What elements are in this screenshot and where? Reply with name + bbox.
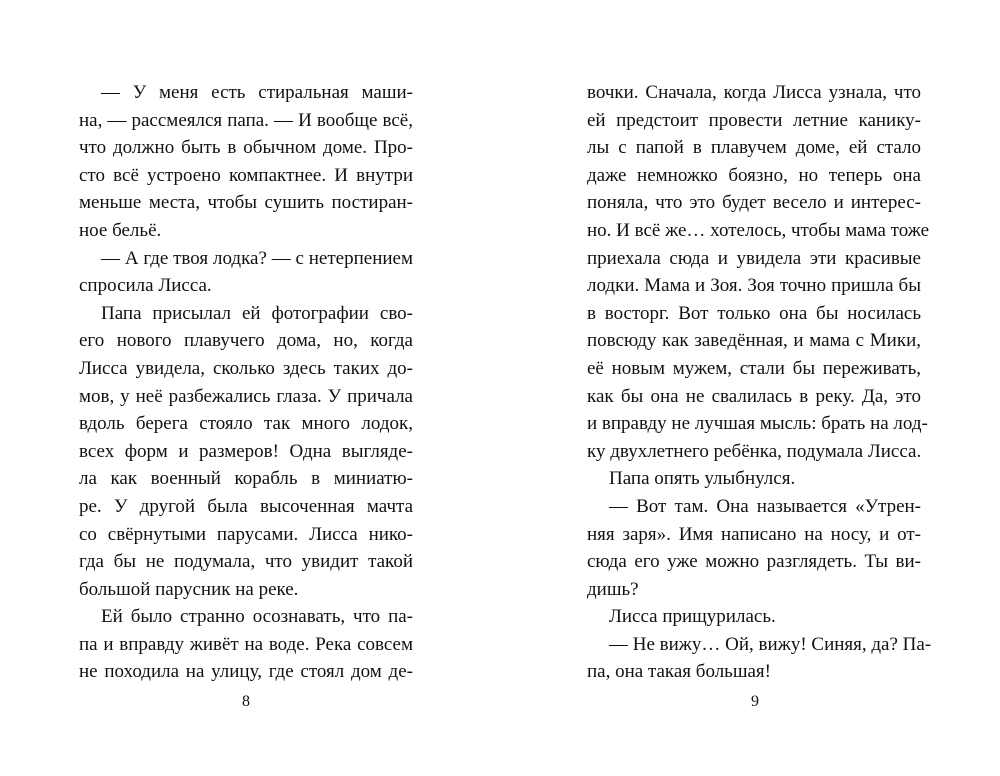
text-line: лы с папой в плавучем доме, ей стало	[587, 137, 921, 159]
right-page-text	[587, 79, 932, 686]
text-line: лодки. Мама и Зоя. Зоя точно пришла бы	[587, 275, 921, 297]
text-line: вдоль берега стояло так много лодок,	[79, 413, 413, 435]
text-line: но. И всё же… хотелось, чтобы мама тоже	[587, 219, 930, 241]
text-line: приехала сюда и увидела эти красивые	[587, 247, 921, 269]
text-line: всех форм и размеров! Одна выгляде-	[79, 440, 413, 462]
text-line: па, она такая большая!	[587, 661, 771, 683]
text-line: поняла, что это будет весело и интерес-	[587, 192, 921, 214]
text-line: Папа присылал ей фотографии сво-	[101, 302, 413, 324]
text-line: ку двухлетнего ребёнка, подумала Лисса.	[587, 440, 922, 462]
text-line: вочки. Сначала, когда Лисса узнала, что	[587, 82, 921, 103]
text-line: в восторг. Вот только она бы носилась	[587, 302, 921, 324]
left-page-text	[79, 79, 413, 686]
text-line: гда бы не подумала, что увидит такой	[79, 551, 413, 573]
text-line: его нового плавучего дома, но, когда	[79, 330, 413, 352]
page-number-right: 9	[751, 693, 759, 710]
text-line: няя заря». Имя написано на носу, и от-	[587, 523, 921, 545]
text-line: ре. У другой была высоченная мачта	[79, 495, 413, 517]
text-line: как бы она не свалилась в реку. Да, это	[587, 385, 921, 407]
page-number-left: 8	[242, 693, 250, 710]
text-line: сюда его уже можно разглядеть. Ты ви-	[587, 551, 921, 573]
text-line: со свёрнутыми парусами. Лисса нико-	[79, 523, 413, 545]
text-line: — А где твоя лодка? — с нетерпением	[101, 247, 413, 269]
text-line: па и вправду живёт на воде. Река совсем	[79, 633, 413, 655]
text-line: и вправду не лучшая мысль: брать на лод-	[587, 413, 928, 435]
text-line: большой парусник на реке.	[79, 578, 299, 600]
text-line: спросила Лисса.	[79, 275, 212, 297]
text-line: ное бельё.	[79, 219, 162, 241]
text-line: что должно быть в обычном доме. Про-	[79, 137, 413, 159]
text-line: не походила на улицу, где стоял дом де-	[79, 661, 413, 683]
text-line: — У меня есть стиральная маши-	[101, 82, 413, 103]
text-line: сто всё устроено компактнее. И внутри	[79, 164, 413, 186]
text-line: дишь?	[587, 578, 639, 600]
text-line: Ей было странно осознавать, что па-	[101, 606, 413, 628]
text-line: на, — рассмеялся папа. — И вообще всё,	[79, 109, 413, 131]
text-line: даже немножко боязно, но теперь она	[587, 164, 921, 186]
text-line: ей предстоит провести летние канику-	[587, 109, 921, 131]
text-line: повсюду как заведённая, и мама с Мики,	[587, 330, 921, 352]
text-line: Лисса увидела, сколько здесь таких до-	[79, 357, 413, 379]
text-line: — Вот там. Она называется «Утрен-	[609, 495, 921, 517]
text-line: ла как военный корабль в миниатю-	[79, 468, 413, 490]
text-line: Лисса прищурилась.	[609, 606, 776, 628]
text-line: Папа опять улыбнулся.	[609, 468, 796, 490]
text-line: — Не вижу… Ой, вижу! Синяя, да? Па-	[609, 633, 932, 655]
text-line: её новым мужем, стали бы переживать,	[587, 357, 921, 379]
text-line: мов, у неё разбежались глаза. У причала	[79, 385, 413, 407]
text-line: меньше места, чтобы сушить постиран-	[79, 192, 413, 214]
